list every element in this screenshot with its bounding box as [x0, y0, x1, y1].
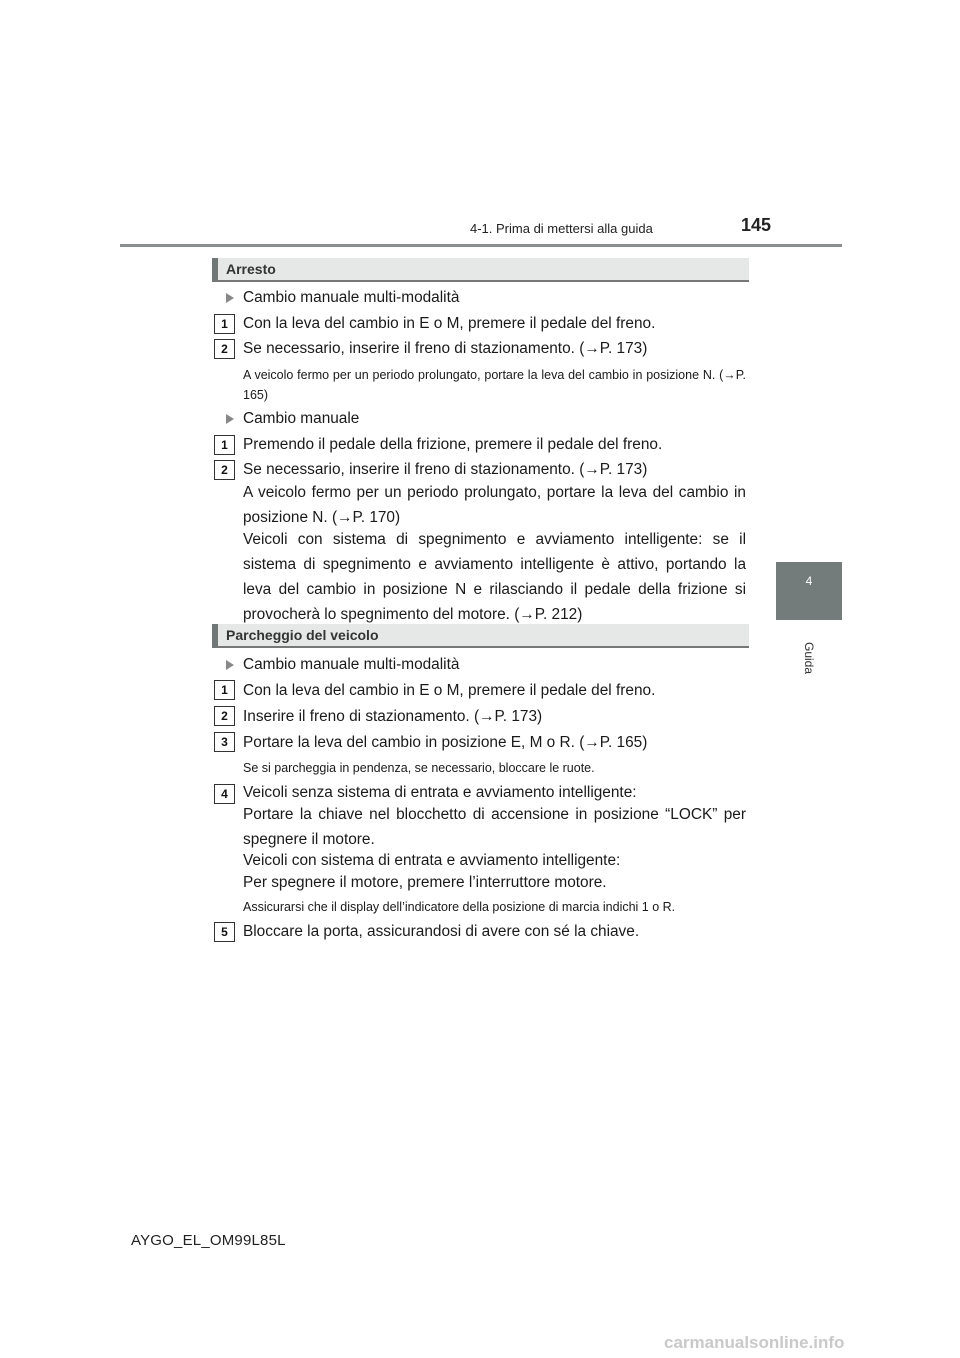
step-note: Se si parcheggia in pendenza, se necessario, bloccare le ruote.	[243, 761, 595, 775]
triangle-bullet-icon	[226, 660, 234, 670]
chapter-side-label-text: Guida	[802, 641, 816, 675]
step-text: Inserire il freno di stazionamento. (→P. 173)	[243, 708, 543, 725]
bullet-item	[226, 285, 459, 310]
step-text: Portare la leva del cambio in posizione E, M o R. (→P. 165)	[243, 734, 648, 751]
triangle-bullet-icon	[226, 293, 234, 303]
step-note: A veicolo fermo per un periodo prolungato, portare la leva del cambio in posizione N. (→P. 165)	[243, 368, 746, 402]
chapter-side-label	[779, 628, 839, 688]
page-number: 145	[741, 215, 772, 235]
step-number-box: 2	[214, 460, 235, 480]
step-text: Se necessario, inserire il freno di stazionamento. (→P. 173)	[243, 340, 648, 357]
section-title-arresto: Arresto	[226, 261, 276, 277]
step-number-box: 1	[214, 435, 235, 455]
step-text: Con la leva del cambio in E o M, premere il pedale del freno.	[243, 682, 656, 699]
bullet-item	[226, 406, 359, 431]
step-text-continued: Portare la chiave nel blocchetto di accensione in posizione “LOCK” per spegnere il motore.	[243, 806, 746, 848]
step-text-continued: A veicolo fermo per un periodo prolungato, portare la leva del cambio in posizione N. (→P. 170)	[243, 484, 746, 526]
step-note: Assicurarsi che il display dell’indicatore della posizione di marcia indichi 1 o R.	[243, 900, 676, 914]
step-text: Premendo il pedale della frizione, premere il pedale del freno.	[243, 436, 663, 453]
header-divider	[120, 244, 842, 247]
chapter-heading: 4-1. Prima di mettersi alla guida	[470, 221, 653, 236]
bullet-item	[226, 652, 459, 677]
section-header-parcheggio	[212, 624, 749, 648]
section-title-parcheggio: Parcheggio del veicolo	[226, 627, 379, 643]
step-number-box: 1	[214, 680, 235, 700]
step-text: Se necessario, inserire il freno di stazionamento. (→P. 173)	[243, 461, 648, 478]
step-number-box: 3	[214, 732, 235, 752]
step-text: Bloccare la porta, assicurandosi di avere con sé la chiave.	[243, 923, 640, 940]
step-text-continued: Veicoli con sistema di entrata e avviamento intelligente:	[243, 852, 621, 869]
chapter-side-tab-number: 4	[805, 574, 813, 588]
watermark: carmanualsonline.info	[664, 1333, 845, 1352]
triangle-bullet-icon	[226, 414, 234, 424]
section-header-arresto	[212, 258, 749, 282]
step-number-box: 4	[214, 784, 235, 804]
bullet-text: Cambio manuale multi-modalità	[243, 656, 460, 673]
step-text-extra: Veicoli con sistema di spegnimento e avviamento intelligente: se il sistema di spegnimento e avviamento intelligente è attivo, portando la leva del cambio in posizione N e rilasciando il pedale della frizione si provocherà lo spegnimento del motore. (→P. 212)	[243, 531, 746, 623]
step-text-continued: Per spegnere il motore, premere l’interruttore motore.	[243, 874, 607, 891]
chapter-side-tab	[776, 562, 842, 620]
step-number-box: 5	[214, 922, 235, 942]
step-number-box: 2	[214, 339, 235, 359]
step-text: Veicoli senza sistema di entrata e avviamento intelligente:	[243, 784, 637, 801]
bullet-text: Cambio manuale	[243, 410, 360, 427]
document-code: AYGO_EL_OM99L85L	[131, 1232, 286, 1249]
step-text: Con la leva del cambio in E o M, premere il pedale del freno.	[243, 315, 656, 332]
step-number-box: 2	[214, 706, 235, 726]
bullet-text: Cambio manuale multi-modalità	[243, 289, 460, 306]
step-number-box: 1	[214, 314, 235, 334]
